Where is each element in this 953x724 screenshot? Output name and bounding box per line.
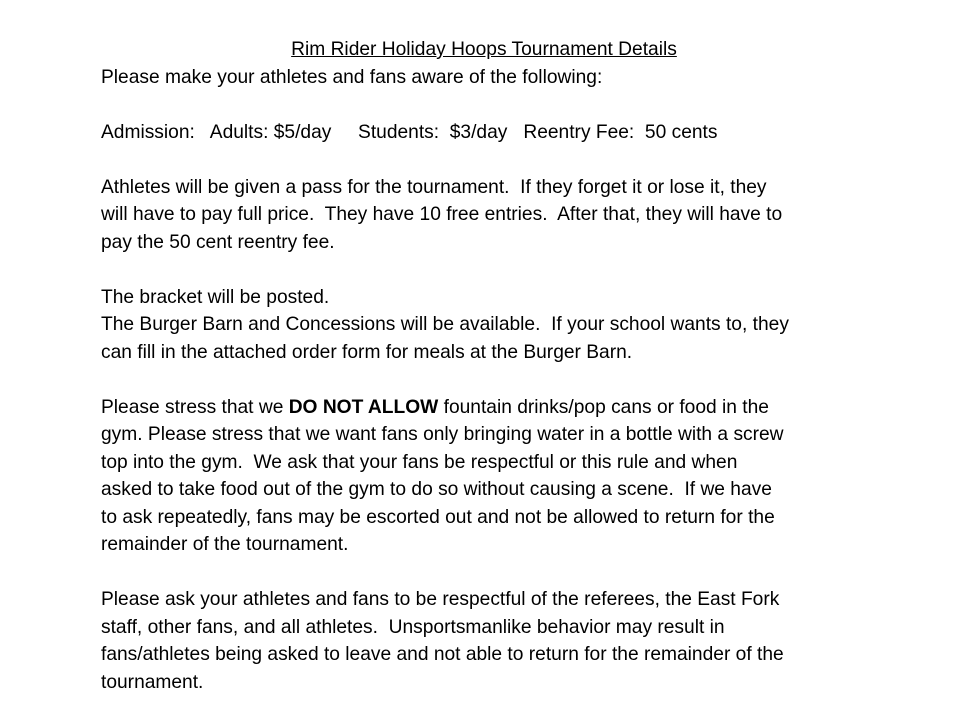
food-rule-line: gym. Please stress that we want fans only bringing water in a bottle with a screw [101, 424, 784, 445]
pass-line: pay the 50 cent reentry fee. [101, 231, 335, 253]
intro-text: Please make your athletes and fans aware of the following: [101, 66, 603, 88]
respect-line: fans/athletes being asked to leave and not able to return for the remainder of the [101, 644, 784, 665]
admission-text: Admission: Adults: $5/day Students: $3/day Reentry Fee: 50 cents [101, 121, 718, 143]
document-title: Rim Rider Holiday Hoops Tournament Details [291, 39, 677, 60]
pass-line: will have to pay full price. They have 10 free entries. After that, they will have to [101, 204, 783, 225]
bracket-paragraph [101, 284, 881, 367]
bracket-line: can fill in the attached order form for meals at the Burger Barn. [101, 341, 633, 363]
respect-line: staff, other fans, and all athletes. Unsportsmanlike behavior may result in [101, 616, 725, 638]
respect-paragraph [101, 586, 881, 696]
pass-paragraph [101, 174, 881, 257]
admission-paragraph [101, 119, 881, 147]
respect-line: Please ask your athletes and fans to be respectful of the referees, the East Fork [101, 589, 780, 610]
food-rule-line: remainder of the tournament. [101, 534, 349, 555]
food-rule-line: top into the gym. We ask that your fans be respectful or this rule and when [101, 451, 738, 473]
food-rule-first-line [101, 394, 881, 422]
blank-line [101, 91, 881, 119]
food-rule-tail: fountain drinks/pop cans or food in the [438, 396, 769, 418]
food-rule-line: to ask repeatedly, fans may be escorted out and not be allowed to return for the [101, 506, 775, 528]
bracket-line: The Burger Barn and Concessions will be available. If your school wants to, they [101, 314, 789, 335]
food-rule-lead: Please stress that we [101, 396, 289, 418]
respect-line: tournament. [101, 671, 204, 693]
pass-line: Athletes will be given a pass for the tournament. If they forget it or lose it, they [101, 176, 767, 198]
bracket-line: The bracket will be posted. [101, 286, 330, 308]
food-rule-line: asked to take food out of the gym to do so without causing a scene. If we have [101, 479, 772, 500]
food-rule-paragraph [101, 394, 881, 559]
food-rule-emphasis: DO NOT ALLOW [288, 396, 439, 418]
document-page [101, 36, 881, 696]
